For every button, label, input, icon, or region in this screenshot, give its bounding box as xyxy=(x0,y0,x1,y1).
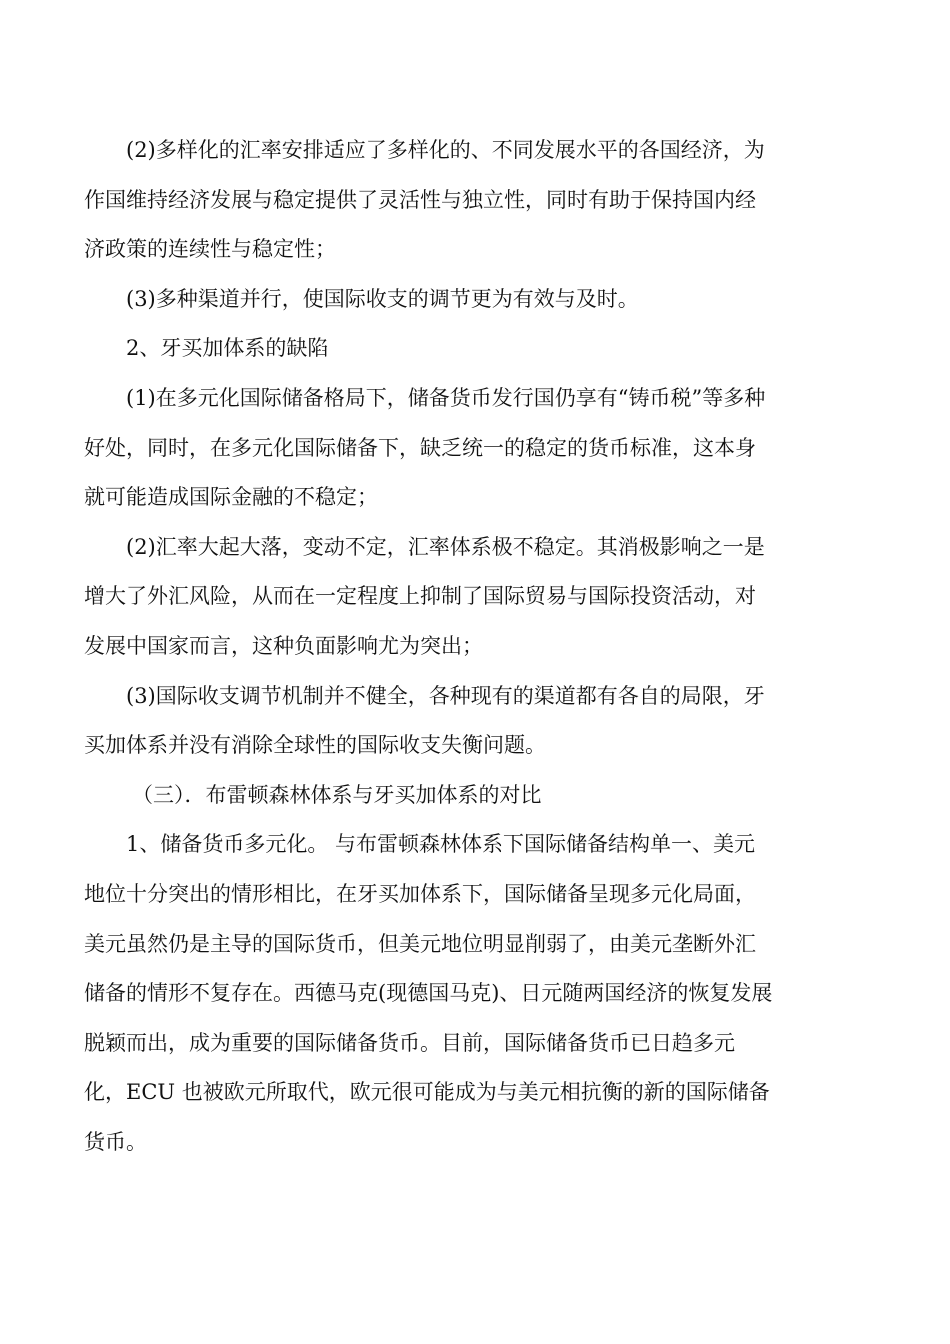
text-line: 发展中国家而言，这种负面影响尤为突出； xyxy=(84,633,483,658)
text-line: 好处，同时，在多元化国际储备下，缺乏统一的稳定的货币标准，这本身 xyxy=(84,435,756,460)
text-line: 作国维持经济发展与稳定提供了灵活性与独立性，同时有助于保持国内经 xyxy=(84,187,756,212)
text-line: 货币。 xyxy=(84,1129,147,1154)
text-line: 化，ECU 也被欧元所取代，欧元很可能成为与美元相抗衡的新的国际储备 xyxy=(84,1080,770,1105)
text-line: 地位十分突出的情形相比，在牙买加体系下，国际储备呈现多元化局面， xyxy=(84,881,756,906)
text-line: 买加体系并没有消除全球性的国际收支失衡问题。 xyxy=(84,733,546,758)
text-line: 脱颖而出，成为重要的国际储备货币。目前，国际储备货币已日趋多元 xyxy=(84,1030,735,1055)
text-line: 增大了外汇风险，从而在一定程度上抑制了国际贸易与国际投资活动，对 xyxy=(84,584,756,609)
text-line: (3)国际收支调节机制并不健全，各种现有的渠道都有各自的局限，牙 xyxy=(126,683,765,708)
section-heading: （三）．布雷顿森林体系与牙买加体系的对比 xyxy=(132,782,542,807)
text-line: (2)汇率大起大落，变动不定，汇率体系极不稳定。其消极影响之一是 xyxy=(126,534,765,559)
text-line: 美元虽然仍是主导的国际货币，但美元地位明显削弱了，由美元垄断外汇 xyxy=(84,931,756,956)
text-line: (2)多样化的汇率安排适应了多样化的、不同发展水平的各国经济，为 xyxy=(126,138,765,162)
text-line: 就可能造成国际金融的不稳定； xyxy=(84,485,378,510)
document-body xyxy=(84,126,824,1167)
text-line: (1)在多元化国际储备格局下，储备货币发行国仍享有“铸币税”等多种 xyxy=(126,385,766,410)
text-line: (3)多种渠道并行，使国际收支的调节更为有效与及时。 xyxy=(126,286,639,311)
text-line: 1、储备货币多元化。 与布雷顿森林体系下国际储备结构单一、美元 xyxy=(126,832,756,857)
text-line: 济政策的连续性与稳定性； xyxy=(84,237,336,262)
section-heading: 2、牙买加体系的缺陷 xyxy=(126,336,329,361)
text-line: 储备的情形不复存在。西德马克(现德国马克)、日元随两国经济的恢复发展 xyxy=(84,981,773,1006)
